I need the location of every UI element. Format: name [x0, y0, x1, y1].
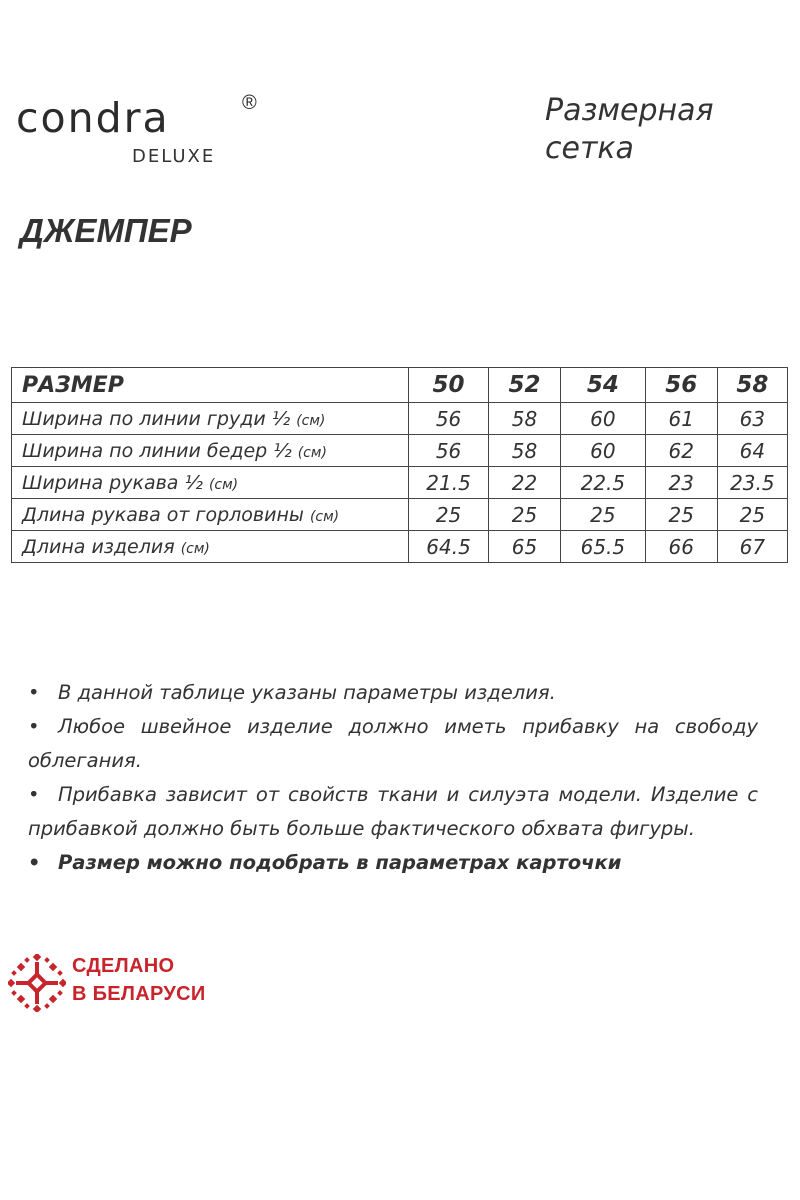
- note-text: В данной таблице указаны параметры изделия.: [58, 681, 556, 704]
- row-label-text: Ширина по линии бедер ½: [22, 439, 292, 462]
- row-unit: (см): [297, 444, 327, 461]
- table-cell: 61: [645, 403, 717, 435]
- table-cell: 62: [645, 435, 717, 467]
- table-row: [12, 435, 788, 467]
- bullet-icon: •: [28, 851, 41, 874]
- note-text: Любое швейное изделие должно иметь прибавку на свободу облегания.: [28, 715, 758, 772]
- row-label: [12, 435, 409, 467]
- table-cell: 25: [489, 499, 561, 531]
- made-in-text: [72, 952, 206, 1008]
- row-unit: (см): [309, 508, 340, 525]
- row-unit: (см): [296, 412, 326, 429]
- list-item: [28, 710, 758, 778]
- brand-line: DELUXE: [132, 146, 216, 167]
- size-header-label: РАЗМЕР: [12, 368, 409, 403]
- bullet-icon: •: [28, 681, 40, 704]
- size-header: 50: [409, 368, 489, 403]
- table-cell: 58: [489, 403, 561, 435]
- made-in-belarus-badge: [8, 952, 208, 1012]
- table-cell: 64: [717, 435, 787, 467]
- table-cell: 25: [645, 499, 717, 531]
- row-unit: (см): [208, 476, 239, 493]
- row-label: [12, 467, 409, 499]
- belarus-ornament-icon: [8, 954, 66, 1012]
- row-label-text: Ширина рукава ½: [22, 471, 203, 494]
- size-table: [11, 367, 788, 563]
- table-cell: 65.5: [560, 531, 645, 563]
- brand-name: condra: [16, 94, 170, 142]
- table-header-row: [12, 368, 788, 403]
- table-cell: 23.5: [717, 467, 787, 499]
- table-cell: 25: [409, 499, 489, 531]
- table-cell: 66: [645, 531, 717, 563]
- table-cell: 21.5: [409, 467, 489, 499]
- table-row: [12, 403, 788, 435]
- size-header: 52: [489, 368, 561, 403]
- row-label-text: Длина рукава от горловины: [22, 503, 304, 526]
- document-title: Размерная сетка: [545, 93, 714, 166]
- size-header: 58: [717, 368, 787, 403]
- table-cell: 58: [489, 435, 561, 467]
- brand-logo: [16, 92, 266, 172]
- row-label-text: Ширина по линии груди ½: [22, 407, 291, 430]
- table-row: [12, 467, 788, 499]
- registered-mark: ®: [242, 92, 257, 114]
- row-unit: (см): [180, 540, 210, 557]
- table-cell: 25: [717, 499, 787, 531]
- size-header: 56: [645, 368, 717, 403]
- table-cell: 64.5: [409, 531, 489, 563]
- table-cell: 60: [560, 403, 645, 435]
- list-item: [28, 676, 758, 710]
- table-cell: 22.5: [560, 467, 645, 499]
- table-cell: 60: [560, 435, 645, 467]
- bullet-icon: •: [28, 715, 40, 738]
- table-cell: 22: [489, 467, 561, 499]
- size-header: 54: [560, 368, 645, 403]
- made-in-line-1: СДЕЛАНО: [72, 955, 175, 977]
- table-cell: 65: [489, 531, 561, 563]
- row-label: [12, 531, 409, 563]
- row-label: [12, 403, 409, 435]
- table-cell: 56: [409, 435, 489, 467]
- list-item: [28, 846, 758, 880]
- table-cell: 67: [717, 531, 787, 563]
- notes-list: [28, 676, 758, 880]
- table-cell: 56: [409, 403, 489, 435]
- table-cell: 25: [560, 499, 645, 531]
- table-cell: 63: [717, 403, 787, 435]
- note-text: Прибавка зависит от свойств ткани и силуэта модели. Изделие с прибавкой должно быть больше фактического обхвата фигуры.: [28, 783, 758, 840]
- made-in-line-2: В БЕЛАРУСИ: [72, 983, 206, 1005]
- table-row: [12, 499, 788, 531]
- row-label-text: Длина изделия: [22, 535, 175, 558]
- bullet-icon: •: [28, 783, 40, 806]
- product-title: ДЖЕМПЕР: [20, 212, 192, 249]
- table-row: [12, 531, 788, 563]
- list-item: [28, 778, 758, 846]
- row-label: [12, 499, 409, 531]
- table-cell: 23: [645, 467, 717, 499]
- note-text: Размер можно подобрать в параметрах карточки: [58, 851, 622, 874]
